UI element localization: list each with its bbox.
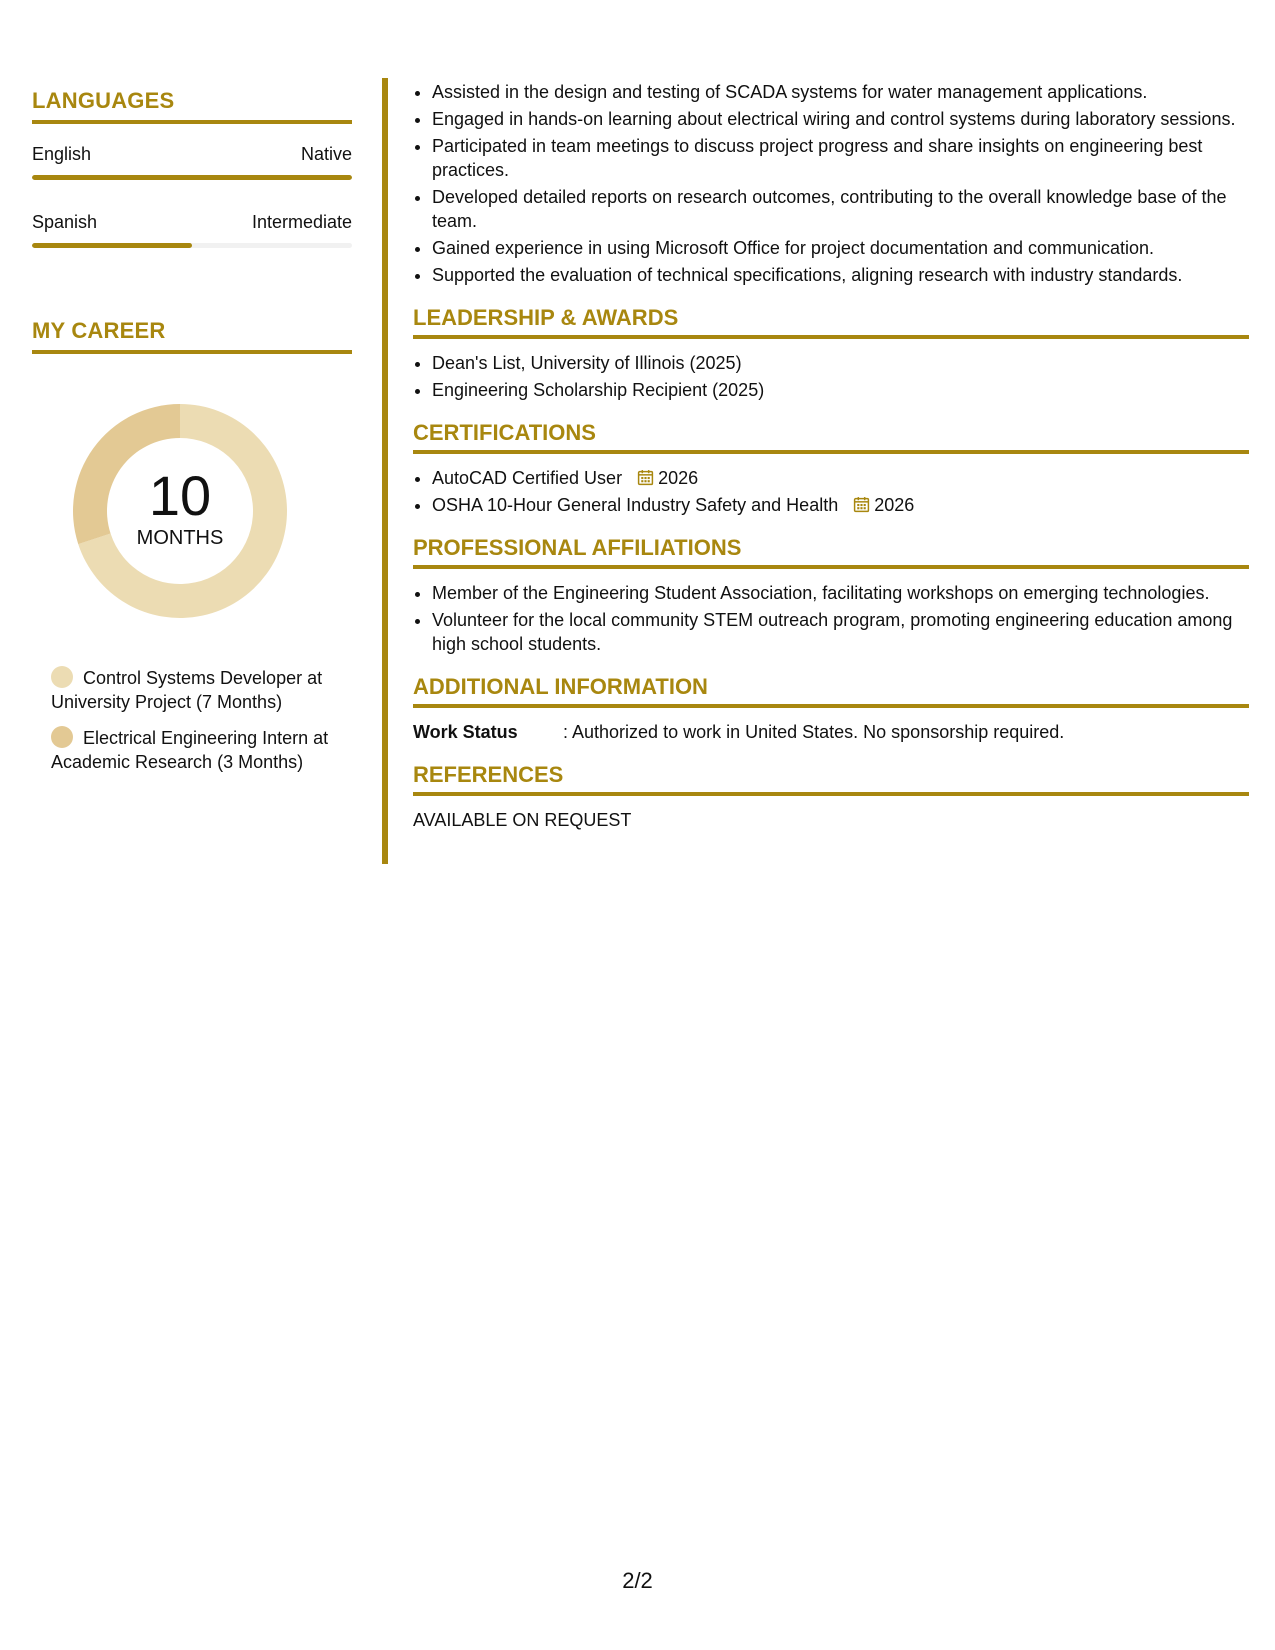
career-total-unit: MONTHS	[136, 526, 224, 549]
languages-title: LANGUAGES	[32, 88, 352, 124]
career-title: MY CAREER	[32, 318, 352, 354]
legend-label: Control Systems Developer at University Project (7 Months)	[51, 668, 323, 712]
leadership-list	[413, 351, 1249, 402]
legend-label: Electrical Engineering Intern at Academic Research (3 Months)	[51, 728, 329, 772]
career-donut-chart	[65, 396, 295, 626]
certification-name: OSHA 10-Hour General Industry Safety and Health	[432, 495, 839, 515]
list-item: • Gained experience in using Microsoft Office for project documentation and communication.	[432, 236, 1249, 260]
column-divider	[382, 78, 388, 864]
work-status-row	[413, 720, 1249, 744]
list-item: • Engineering Scholarship Recipient (2025)	[432, 378, 1249, 402]
career-total-value: 10	[148, 463, 212, 527]
work-status-value: : Authorized to work in United States. No sponsorship required.	[563, 722, 1065, 742]
references-title: REFERENCES	[413, 762, 1249, 796]
legend-item	[51, 666, 331, 714]
list-item: • Assisted in the design and testing of SCADA systems for water management applications.	[432, 80, 1249, 104]
calendar-icon	[853, 496, 870, 513]
certifications-title: CERTIFICATIONS	[413, 420, 1249, 454]
language-level: Native	[300, 144, 352, 164]
language-bar	[32, 243, 352, 248]
language-item	[32, 144, 352, 180]
list-item: • Volunteer for the local community STEM outreach program, promoting engineering education among high school students.	[432, 608, 1249, 656]
list-item: • Supported the evaluation of technical specifications, aligning research with industry standards.	[432, 263, 1249, 287]
page-number: 2/2	[622, 1568, 653, 1593]
career-legend	[51, 666, 331, 774]
language-name: English	[32, 144, 92, 164]
language-level: Intermediate	[251, 212, 352, 232]
list-item: • Dean's List, University of Illinois (2025)	[432, 351, 1249, 375]
certification-name: AutoCAD Certified User	[432, 468, 623, 488]
right-column	[413, 80, 1249, 832]
list-item	[432, 493, 1249, 517]
calendar-icon	[637, 469, 654, 486]
additional-info-title: ADDITIONAL INFORMATION	[413, 674, 1249, 708]
affiliations-list	[413, 581, 1249, 656]
legend-item	[51, 726, 331, 774]
language-item	[32, 212, 352, 248]
legend-dot-icon	[51, 666, 73, 688]
certifications-list	[413, 466, 1249, 517]
certification-year: 2026	[658, 468, 699, 488]
leadership-title: LEADERSHIP & AWARDS	[413, 305, 1249, 339]
work-status-label: Work Status	[413, 722, 518, 742]
experience-bullets	[413, 80, 1249, 287]
references-text: AVAILABLE ON REQUEST	[413, 810, 632, 830]
list-item: • Engaged in hands-on learning about electrical wiring and control systems during laboratory sessions.	[432, 107, 1249, 131]
list-item: • Participated in team meetings to discuss project progress and share insights on engineering best practices.	[432, 134, 1249, 182]
language-bar-fill	[32, 243, 192, 248]
language-name: Spanish	[32, 212, 98, 232]
certification-year: 2026	[874, 495, 915, 515]
list-item	[432, 466, 1249, 490]
left-column	[32, 88, 352, 786]
list-item: • Developed detailed reports on research outcomes, contributing to the overall knowledge base of the team.	[432, 185, 1249, 233]
affiliations-title: PROFESSIONAL AFFILIATIONS	[413, 535, 1249, 569]
legend-dot-icon	[51, 726, 73, 748]
list-item: • Member of the Engineering Student Association, facilitating workshops on emerging technologies.	[432, 581, 1249, 605]
